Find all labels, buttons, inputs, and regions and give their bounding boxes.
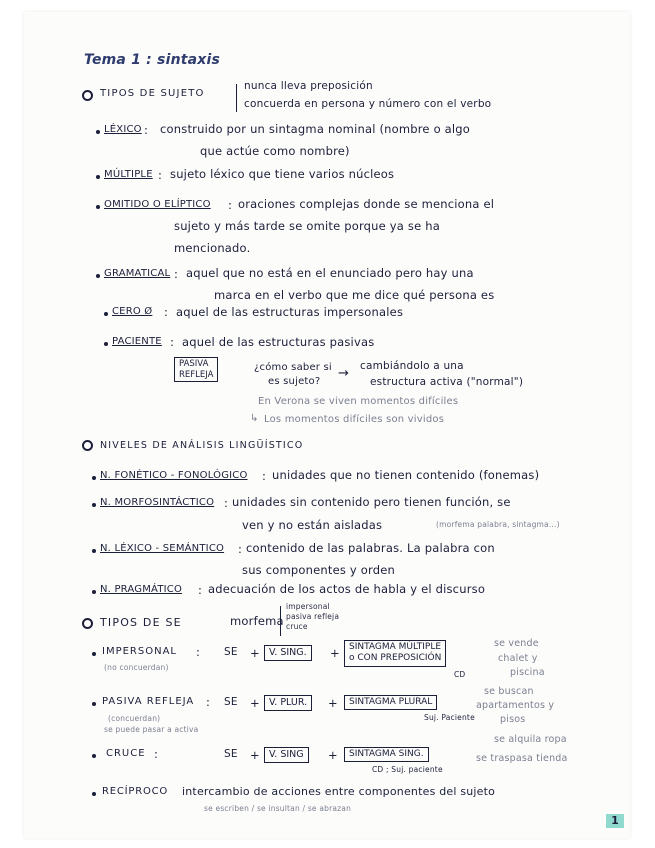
term-pasiva-refleja: PASIVA REFLEJA [102, 696, 195, 707]
item-bullet [96, 274, 100, 278]
question-line-1: ¿cómo saber si [254, 362, 332, 373]
section-heading-tipos-sujeto: TIPOS DE SUJETO [100, 88, 205, 99]
item-bullet [104, 342, 108, 346]
se-label: SE [224, 696, 238, 708]
item-bullet [92, 549, 96, 553]
pragmatico-line-1: adecuación de los actos de habla y el discurso [208, 582, 486, 596]
sujeto-rule-1: nunca lleva preposición [244, 80, 373, 92]
item-bullet [92, 590, 96, 594]
answer-line-1: cambiándolo a una [360, 360, 464, 372]
verb-box: V. SING [264, 747, 309, 763]
item-bullet [104, 312, 108, 316]
item-bullet [92, 503, 96, 507]
sintagma-sub: CD [454, 670, 466, 679]
term-morfosintactico: N. MORFOSINTÁCTICO [100, 497, 215, 508]
plus-sign: + [330, 646, 340, 660]
morfo-line-2: ven y no están aisladas [242, 518, 383, 532]
morfo-line-1: unidades sin contenido pero tienen función, se [232, 495, 511, 509]
box-line-2: REFLEJA [179, 369, 214, 380]
page-number: 1 [606, 814, 624, 828]
term-gramatical: GRAMATICAL [104, 268, 171, 279]
arrow-icon: → [338, 366, 350, 381]
cruce-ex-2: se traspasa tienda [476, 753, 568, 764]
brace [236, 84, 237, 112]
morfo-note: (morfema palabra, sintagma...) [436, 520, 560, 529]
sujeto-rule-2: concuerda en persona y número con el verbo [244, 98, 492, 110]
verb-box: V. SING. [264, 645, 312, 661]
item-bullet [96, 205, 100, 209]
gramatical-line-2: marca en el verbo que me dice qué persona es [214, 288, 495, 302]
omitido-line-1: oraciones complejas donde se menciona el [238, 197, 495, 211]
term-lexico: LÉXICO [104, 124, 142, 135]
item-bullet [92, 792, 96, 796]
item-bullet [92, 476, 96, 480]
example-arrow-icon: ↳ [250, 413, 259, 424]
lexico-line-2: que actúe como nombre) [200, 144, 350, 158]
gramatical-line-1: aquel que no está en el enunciado pero hay una [186, 266, 474, 280]
term-cero: CERO Ø [112, 306, 153, 317]
section-heading-tipos-se: TIPOS DE SE [100, 616, 182, 629]
se-label: SE [224, 748, 238, 760]
box-line-1: PASIVA [179, 359, 209, 369]
item-bullet [92, 702, 96, 706]
term-multiple: MÚLTIPLE [104, 169, 153, 180]
sintagma-box: SINTAGMA PLURAL [344, 695, 437, 710]
impersonal-sub: (no concuerdan) [104, 663, 169, 672]
cero-line-1: aquel de las estructuras impersonales [176, 305, 404, 319]
term-cruce: CRUCE [106, 748, 146, 759]
item-bullet [96, 175, 100, 179]
omitido-line-2: sujeto y más tarde se omite porque ya se ha [174, 219, 440, 233]
term-lexico-semantico: N. LÉXICO - SEMÁNTICO [100, 543, 225, 554]
term-fonetico: N. FONÉTICO - FONOLÓGICO [100, 470, 248, 481]
fonetico-line-1: unidades que no tienen contenido (fonemas) [272, 468, 540, 482]
morfema-opt-3: cruce [286, 622, 308, 631]
notebook-page: Tema 1 : sintaxis TIPOS DE SUJETO nunca lleva preposición concuerda en persona y número con el verbo LÉXICO : construido por un sintagma nominal (nombre o algo que actúe como nombre) MÚLTIPLE : sujeto léxico que tiene varios núcleos OMITIDO O ELÍPTICO : oraciones complejas donde se menciona el sujeto y más tarde se omite porque ya se ha mencionado. GRAMATICAL : aquel que no está en el enunciado pero hay una marca en el verbo que me dice qué persona es CERO Ø : aquel de las estructuras impersonales PACIENTE : aquel de las estructuras pasivas PASIVA REFLEJA ¿cómo saber si es sujeto? → cambiándolo a una estructura activa ("normal") En Verona se viven momentos difíciles ↳ Los momentos difíciles son vividos NIVELES DE ANÁLISIS LINGÜÍSTICO N. FONÉTICO - FONOLÓGICO : unidades que no tienen contenido (fonemas) N. MORFOSINTÁCTICO : unidades sin contenido pero tienen función, se ven y no están aisladas (morfema palabra, sintagma...) N. LÉXICO - SEMÁNTICO : contenido de las palabras. La palabra con sus componentes y orden N. PRAGMÁTICO : adecuación de los actos de habla y el discurso TIPOS DE SE morfema impersonal pasiva refleja cruce IMPERSONAL : (no concuerdan) SE + V. SING. + SINTAGMA MÚLTIPLE o CON PREPOSICIÓN CD se vende chalet y piscina PASIVA REFLEJA : (concuerdan) se puede pasar a activa SE + V. PLUR. + SINTAGMA PLURAL Suj. Paciente se buscan apartamentos y pisos CRUCE : SE + V. SING + SINTAGMA SING. CD ; Suj. paciente se alquila ropa se traspasa tienda RECÍPROCO intercambio de acciones entre componentes del sujeto se escriben / se insultan / se abrazan 1 [24, 12, 630, 838]
verb-box: V. PLUR. [264, 695, 312, 711]
page-title: Tema 1 : sintaxis [84, 52, 221, 68]
multiple-line-1: sujeto léxico que tiene varios núcleos [170, 167, 395, 181]
lexico-sem-line-2: sus componentes y orden [242, 563, 395, 577]
pasiva-sub-2: se puede pasar a activa [104, 725, 199, 734]
pasiva-ex-2: apartamentos y [476, 700, 555, 711]
se-label: SE [224, 646, 238, 658]
sintagma-box: SINTAGMA SING. [344, 747, 429, 762]
plus-sign: + [328, 696, 338, 710]
section-bullet [82, 618, 93, 629]
reciproco-text: intercambio de acciones entre componentes del sujeto [182, 785, 496, 798]
pasiva-ex-1: se buscan [484, 686, 534, 697]
lexico-line-1: construido por un sintagma nominal (nombre o algo [160, 122, 471, 136]
section-bullet [82, 90, 93, 101]
sintagma-sub: Suj. Paciente [424, 713, 475, 722]
section-bullet [82, 440, 93, 451]
lexico-sem-line-1: contenido de las palabras. La palabra con [246, 541, 495, 555]
answer-line-2: estructura activa ("normal") [370, 376, 524, 388]
impersonal-ex-3: piscina [510, 667, 545, 678]
section-heading-niveles: NIVELES DE ANÁLISIS LINGÜÍSTICO [100, 440, 304, 451]
omitido-line-3: mencionado. [174, 241, 251, 255]
question-line-2: es sujeto? [268, 376, 321, 387]
sintagma-line-1: SINTAGMA MÚLTIPLE [349, 642, 442, 652]
plus-sign: + [250, 696, 260, 710]
morfema-opt-1: impersonal [286, 602, 330, 611]
item-bullet [92, 754, 96, 758]
paciente-line-1: aquel de las estructuras pasivas [182, 335, 375, 349]
sintagma-sub: CD ; Suj. paciente [372, 765, 443, 774]
morfema-label: morfema [230, 614, 284, 628]
morfema-opt-2: pasiva refleja [286, 612, 340, 621]
brace [280, 606, 281, 636]
item-bullet [92, 652, 96, 656]
term-paciente: PACIENTE [112, 336, 162, 347]
example-line-2: Los momentos difíciles son vividos [264, 414, 445, 425]
term-impersonal: IMPERSONAL [102, 646, 177, 657]
reciproco-examples: se escriben / se insultan / se abrazan [204, 804, 352, 813]
plus-sign: + [250, 646, 260, 660]
pasiva-refleja-box [174, 357, 218, 382]
sintagma-box [344, 640, 446, 667]
plus-sign: + [250, 748, 260, 762]
term-reciproco: RECÍPROCO [102, 786, 169, 797]
impersonal-ex-2: chalet y [498, 653, 538, 664]
sintagma-line-2: o CON PREPOSICIÓN [349, 653, 442, 664]
item-bullet [96, 130, 100, 134]
cruce-ex-1: se alquila ropa [494, 734, 567, 745]
impersonal-ex-1: se vende [494, 638, 539, 649]
term-pragmatico: N. PRAGMÁTICO [100, 584, 183, 595]
term-omitido: OMITIDO O ELÍPTICO [104, 199, 211, 210]
pasiva-ex-3: pisos [500, 714, 526, 725]
pasiva-sub-1: (concuerdan) [108, 714, 161, 723]
example-line-1: En Verona se viven momentos difíciles [258, 396, 459, 407]
plus-sign: + [328, 748, 338, 762]
